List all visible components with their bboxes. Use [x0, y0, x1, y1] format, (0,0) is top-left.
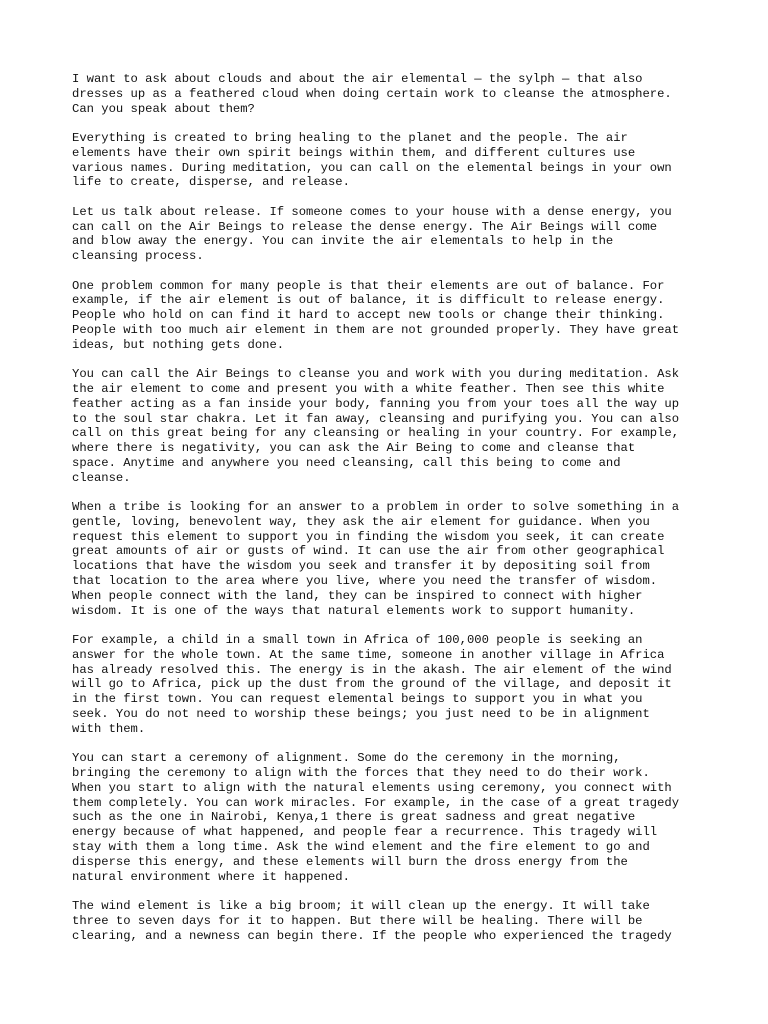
paragraph-balance: One problem common for many people is that their elements are out of balance. For example, if the air element is out of balance, it is difficult to release energy. People who hold on can find it hard to accept new tools or change their thinking. People with too much air element in them are not grounded properly. They have great ideas, but nothing gets done. — [72, 278, 680, 352]
paragraph-healing: Everything is created to bring healing to the planet and the people. The air elements have their own spirit beings within them, and different cultures use various names. During meditation, you can call on the elemental beings in your own life to create, disperse, and release. — [72, 130, 672, 190]
paragraph-question: I want to ask about clouds and about the air elemental — the sylph — that also dresses up as a feathered cloud when doing certain work to cleanse the atmosphere. Can you speak about them? — [72, 72, 672, 116]
document-page — [72, 72, 712, 958]
paragraph-wind-broom: The wind element is like a big broom; it will clean up the energy. It will take three to seven days for it to happen. But there will be healing. There will be clearing, and a newness can begin there. If the people who experienced the tragedy — [72, 899, 672, 943]
paragraph-tribe: When a tribe is looking for an answer to a problem in order to solve something in a gentle, loving, benevolent way, they ask the air element for guidance. When you request this element to support you in finding the wisdom you seek, it can create great amounts of air or gusts of wind. It can use the air from other geographical locations that have the wisdom you seek and transfer it by depositing soil from that location to the area where you live, where you need the transfer of wisdom. When people connect with the land, they can be inspired to connect with higher wisdom. It is one of the ways that natural elements work to support humanity. — [72, 500, 680, 618]
paragraph-ceremony: You can start a ceremony of alignment. Some do the ceremony in the morning, bringing the ceremony to align with the forces that they need to do their work. When you start to align with the natural elements using ceremony, you connect with them completely. You can work miracles. For example, in the case of a great tragedy such as the one in Nairobi, Kenya,1 there is great sadness and great negative energy because of what happened, and people fear a recurrence. This tragedy will stay with them a long time. Ask the wind element and the fire element to go and disperse this energy, and these elements will burn the dross energy from the natural environment where it happened. — [72, 751, 680, 884]
paragraph-africa: For example, a child in a small town in Africa of 100,000 people is seeking an answer for the whole town. At the same time, someone in another village in Africa has already resolved this. The energy is in the akash. The air element of the wind will go to Africa, pick up the dust from the ground of the village, and deposit it in the first town. You can request elemental beings to support you in what you seek. You do not need to worship these beings; you just need to be in alignment with them. — [72, 633, 672, 736]
paragraph-release: Let us talk about release. If someone comes to your house with a dense energy, you can call on the Air Beings to release the dense energy. The Air Beings will come and blow away the energy. You can invite the air elementals to help in the cleansing process. — [72, 204, 672, 264]
paragraph-cleanse: You can call the Air Beings to cleanse you and work with you during meditation. Ask the air element to come and present you with a white feather. Then see this white feather acting as a fan inside your body, fanning you from your toes all the way up to the soul star chakra. Let it fan away, cleansing and purifying you. You can also call on this great being for any cleansing or healing in your country. For example, where there is negativity, you can ask the Air Being to come and cleanse that space. Anytime and anywhere you need cleansing, call this being to come and cleanse. — [72, 367, 680, 485]
